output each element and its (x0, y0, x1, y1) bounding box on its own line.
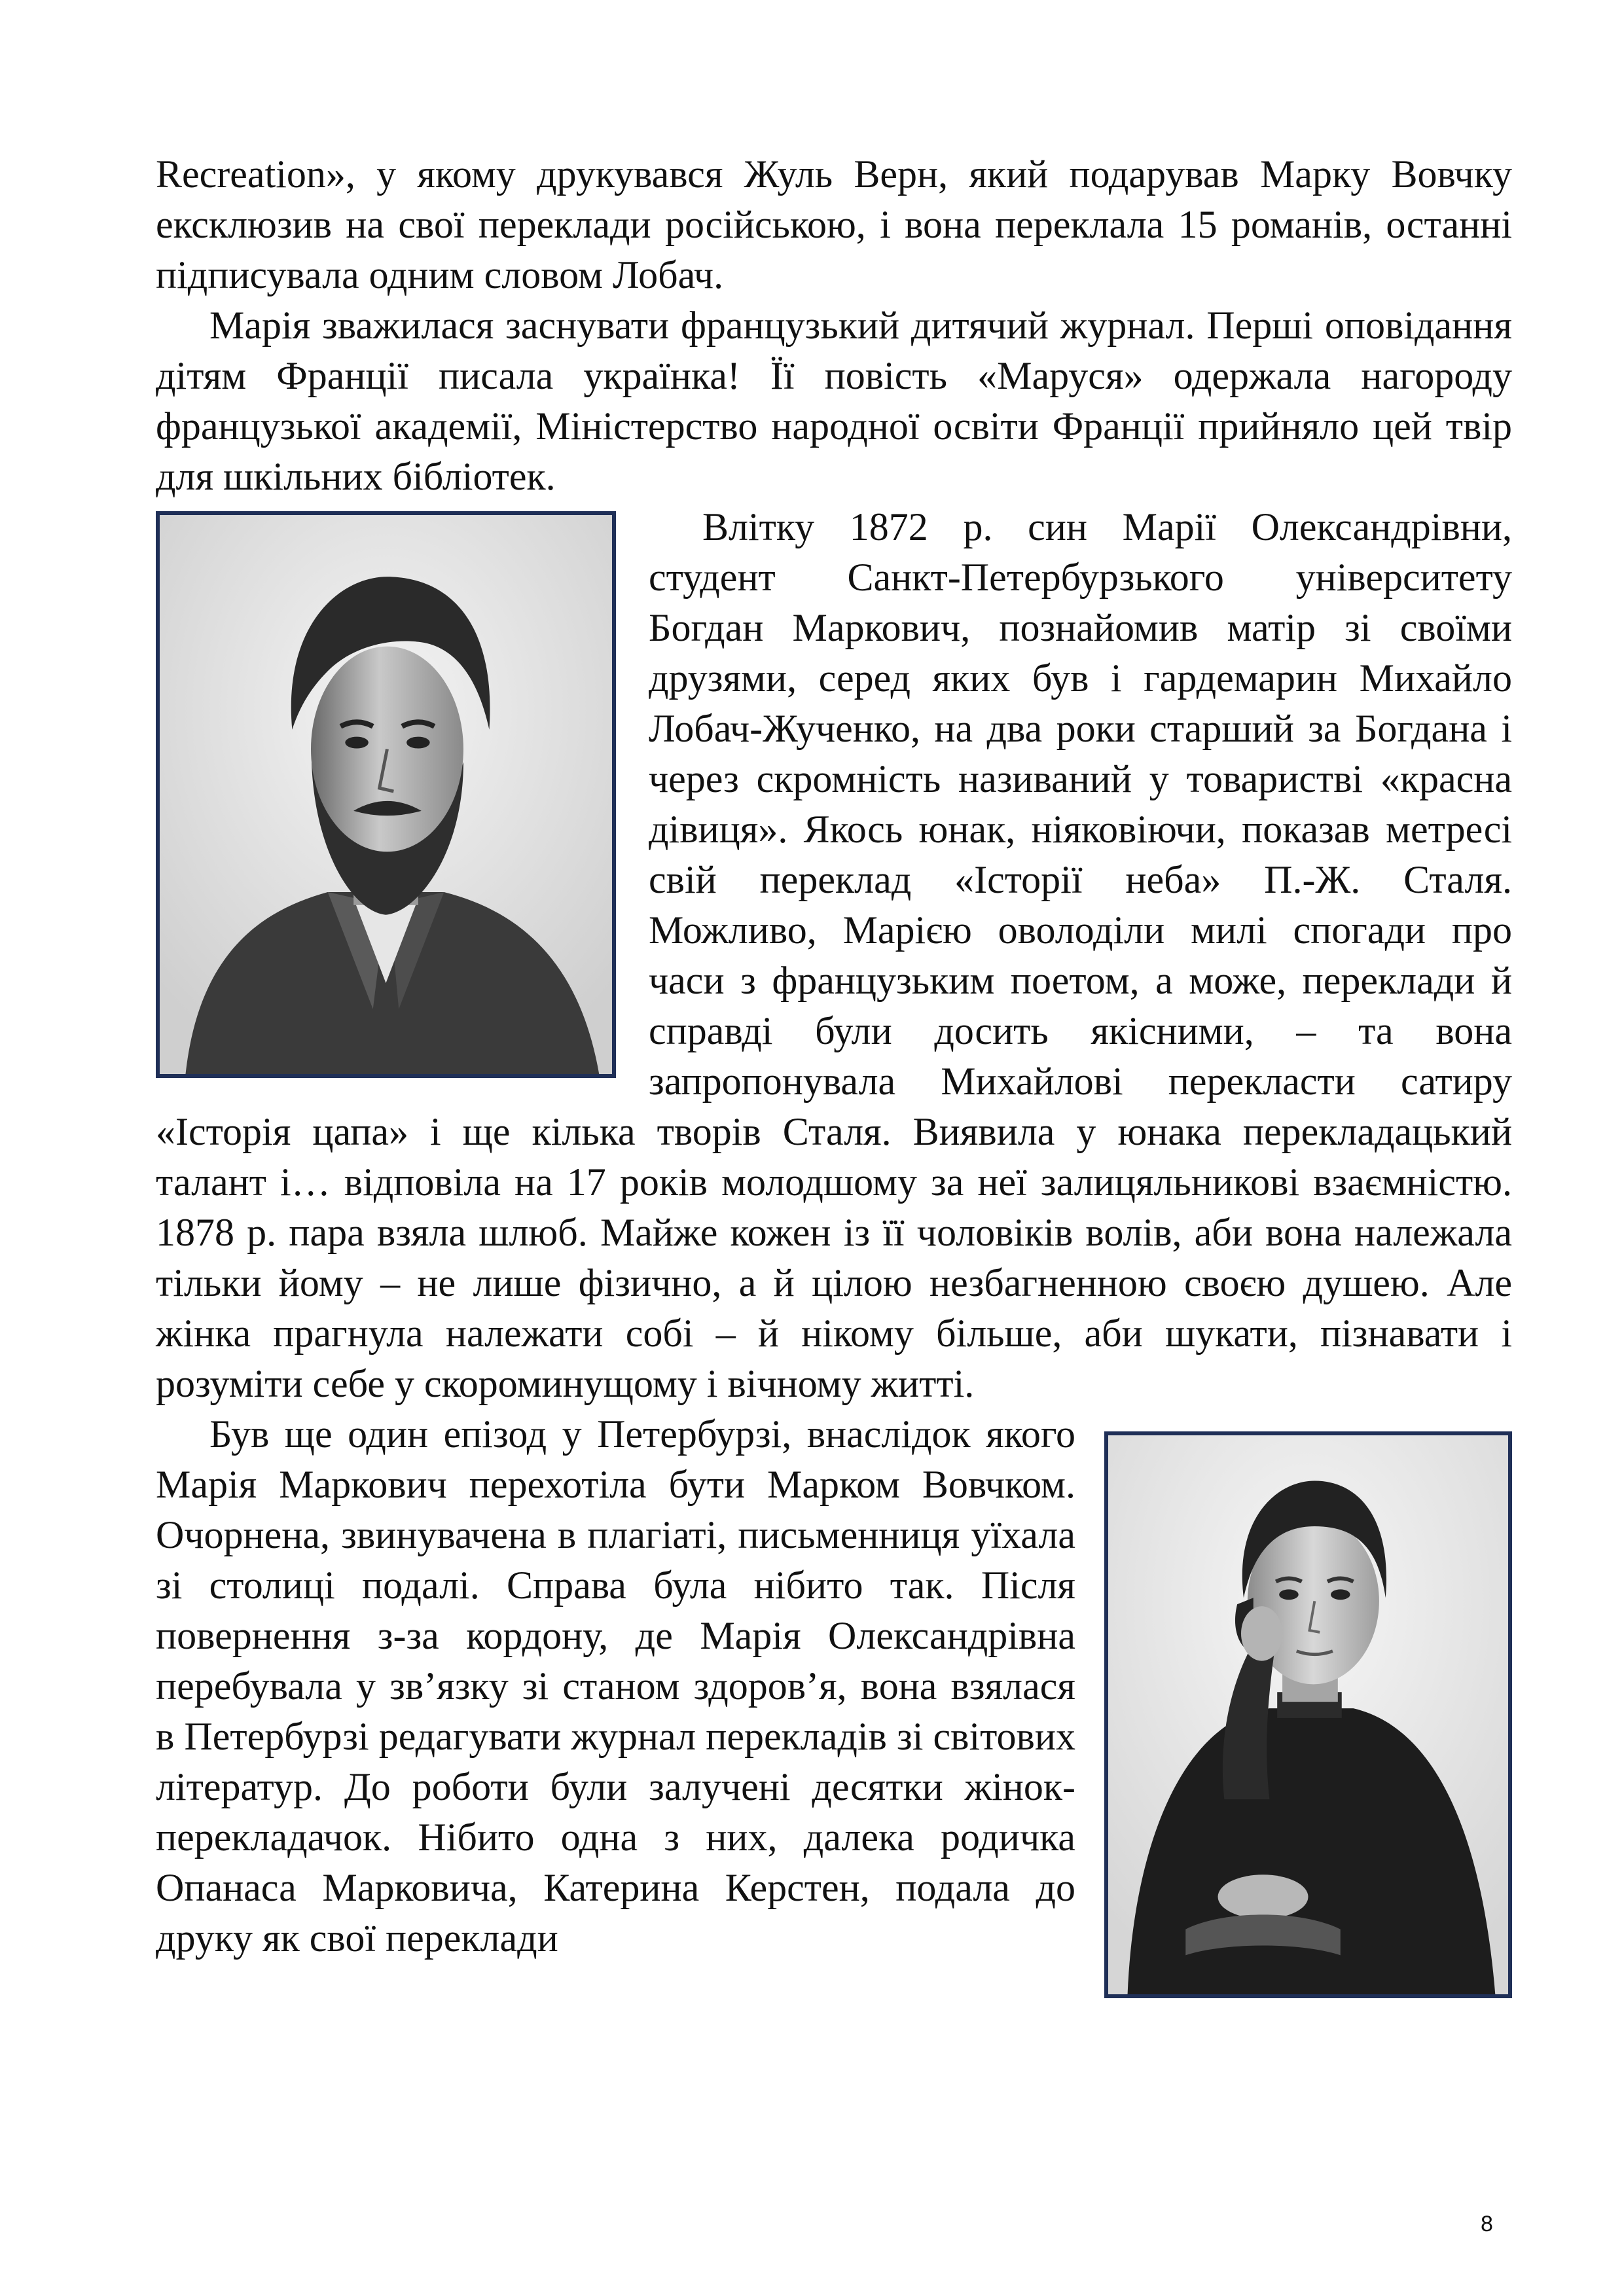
portrait-photo-woman (1104, 1431, 1512, 1998)
portrait-man-image (160, 515, 612, 1074)
paragraph-1: Recreation», у якому друкувався Жуль Верн, який подарував Марку Вовчку ексклюзив на свої переклади російською, і вона переклала 15 романів, останні підписувала одним словом Лобач. (156, 152, 1512, 296)
paragraph-4: Був ще один епізод у Петербурзі, внаслідок якого Марія Маркович перехотіла бути Марком Вовчком. Очорнена, звинувачена в плагіаті, письменниця уїхала зі столиці подалі. Справа була нібито так. Після повернення з-за кордону, де Марія Олександрівна перебувала у зв’язку зі станом здоров’я, вона взялася в Петербурзі редагувати журнал перекладів зі світових літератур. До роботи були залучені десятки жінок-перекладачок. Нібито одна з них, далека родичка Опанаса Марковича, Катерина Керстен, подала до друку як свої переклади (156, 1412, 1075, 1960)
document-page (156, 149, 1512, 2005)
paragraph-3: Влітку 1872 р. син Марії Олександрівни, студент Санкт-Петербурзького університету Богдан Маркович, познайомив матір зі своїми друзями, серед яких був і гардемарин Михайло Лобач-Жученко, на два роки старший за Богдана і через скромність називаний у товаристві «красна дівиця». Якось юнак, ніяковіючи, показав метресі свій переклад «Історії неба» П.-Ж. Сталя. Можливо, Марією оволоділи милі спогади про часи з французьким поетом, а може, переклади й справді були досить якісними, – та вона запропонувала Михайлові перекласти сатиру «Історія цапа» і ще кілька творів Сталя. Виявила у юнака перекладацький талант і… відповіла на 17 років молодшому за неї залицяльникові взаємністю. 1878 р. пара взяла шлюб. Майже кожен із її чоловіків волів, аби вона належала тільки йому – не лише фізично, а й цілою незбагненною своєю душею. Але жінка прагнула належати собі – й нікому більше, аби шукати, пізнавати і розуміти себе у скороминущому і вічному житті. (156, 505, 1512, 1405)
page-number: 8 (1481, 2212, 1493, 2236)
portrait-woman-image (1108, 1435, 1508, 1994)
portrait-photo-man (156, 511, 616, 1078)
paragraph-2: Марія зважилася заснувати французький дитячий журнал. Перші оповідання дітям Франції писала українка! Її повість «Маруся» одержала нагороду французької академії, Міністерство народної освіти Франції прийняло цей твір для шкільних бібліотек. (156, 304, 1512, 498)
